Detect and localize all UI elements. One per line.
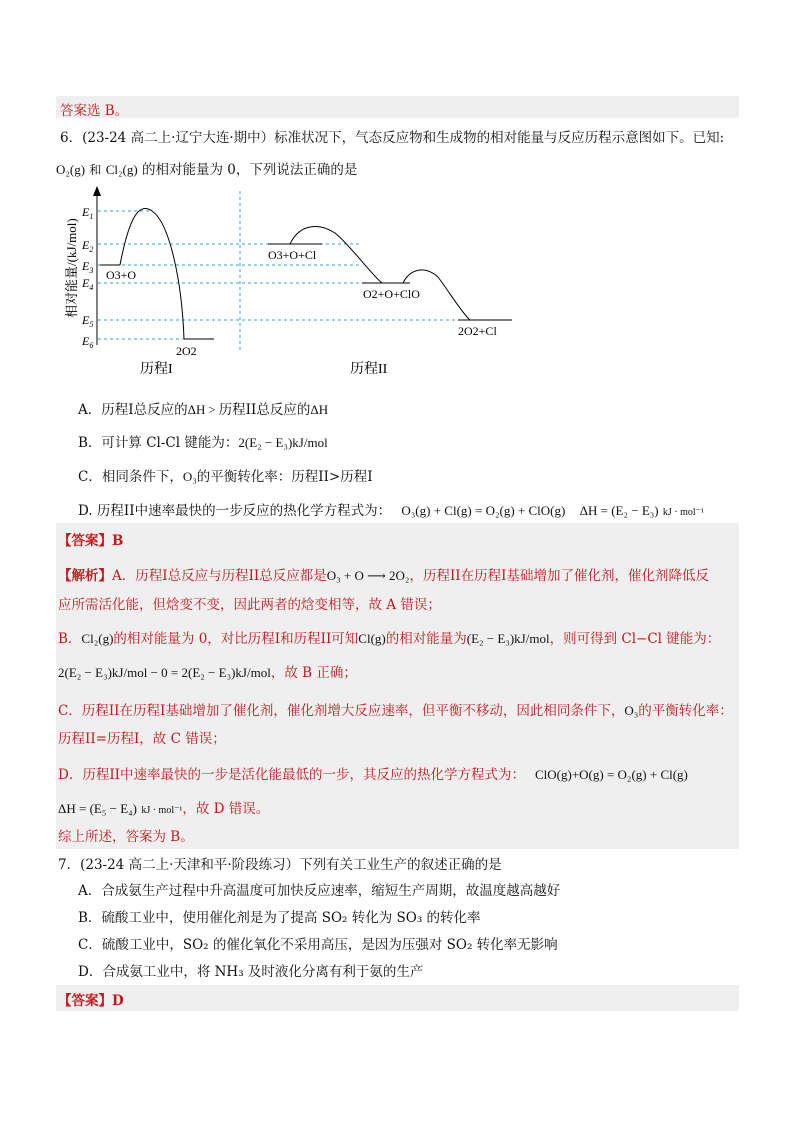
prev-answer: 答案选 B。 <box>60 103 129 119</box>
option-c-tail: 的平衡转化率：历程II>历程I <box>196 469 373 485</box>
analysis-label: 【解析】 <box>58 568 112 584</box>
analysis-c-line2: 历程II=历程I，故 C 错误； <box>58 731 226 747</box>
analysis-b-cl2: Cl₂(g) <box>81 631 114 646</box>
analysis-d-line2 <box>58 797 269 817</box>
option-a-mid: 历程II总反应的 <box>218 402 311 418</box>
level-label-e1: $E_1$ <box>82 205 94 221</box>
q7-stem: 7．(23-24 高二上·天津和平·阶段练习）下列有关工业生产的叙述正确的是 <box>58 857 502 873</box>
level-label-e5: $E_5$ <box>82 313 94 329</box>
path-1-label: 历程I <box>140 362 173 377</box>
q6-stem-line1: 6．(23-24 高二上·辽宁大连·期中）标准状况下，气态反应物和生成物的相对能量与反应历程示意图如下。已知: <box>60 130 725 146</box>
analysis-c-tail: 的平衡转化率： <box>638 703 733 719</box>
analysis-d-unit: kJ · mol⁻¹ <box>141 805 183 816</box>
analysis-a-line1 <box>58 564 709 584</box>
analysis-a-line2: 应所需活化能，但焓变不变，因此两者的焓变相等，故 A 错误； <box>58 597 441 613</box>
analysis-b-tail: ，则可得到 Cl−Cl 键能为： <box>549 631 721 647</box>
analysis-b-mid: 的相对能量为 0，对比历程I和历程II可知 <box>113 631 359 647</box>
q7-option-d: D．合成氨工业中，将 NH₃ 及时液化分离有利于氨的生产 <box>78 964 424 980</box>
analysis-summary: 综上所述，答案为 B。 <box>58 829 194 845</box>
prev-answer-block <box>56 96 739 118</box>
analysis-d-equation: ClO(g)+O(g) = O₂(g) + Cl(g) <box>535 767 688 782</box>
analysis-c-o3: O₃ <box>624 703 639 718</box>
q7-option-b: B．硫酸工业中，使用催化剂是为了提高 SO₂ 转化为 SO₃ 的转化率 <box>78 910 481 926</box>
species-o3-o-cl: O3+O+Cl <box>268 248 317 262</box>
q6-option-b <box>78 431 328 451</box>
analysis-b-value: (E₂ − E₃)kJ/mol <box>466 631 550 646</box>
analysis-b-line1 <box>58 627 720 647</box>
q6-option-a <box>78 398 328 418</box>
analysis-b-pre: B． <box>58 631 82 647</box>
q7-option-a: A．合成氨生产过程中升高温度可加快反应速率，缩短生产周期，故温度越高越好 <box>78 883 561 899</box>
species-o3-o: O3+O <box>106 268 137 282</box>
analysis-d-line1 <box>58 763 688 783</box>
option-a-dh1: ΔH <box>187 402 206 417</box>
path-2-label: 历程II <box>350 362 388 377</box>
species-2o2: 2O2 <box>176 344 197 358</box>
q7-answer-block <box>56 985 739 1011</box>
analysis-b-cl: Cl(g) <box>358 631 386 646</box>
analysis-b-line2 <box>58 661 357 681</box>
level-label-e4: $E_4$ <box>82 276 94 292</box>
level-label-e6: $E_6$ <box>82 334 94 350</box>
option-c-o3: O₃ <box>182 469 197 484</box>
analysis-c-line1 <box>58 699 733 719</box>
option-d-unit: kJ · mol⁻¹ <box>662 507 704 518</box>
q6-answer: 【答案】B <box>58 533 124 549</box>
option-d-text: D. 历程II中速率最快的一步反应的热化学方程式为： <box>78 503 392 519</box>
analysis-b-mid2: 的相对能量为 <box>385 631 467 647</box>
q6-option-d <box>78 499 704 519</box>
energy-diagram <box>0 183 794 383</box>
analysis-c-pre: C．历程II在历程I基础增加了催化剂，催化剂增大反应速率，但平衡不移动，因此相同条件下， <box>58 703 625 719</box>
species-o2-o-clo: O2+O+ClO <box>363 287 420 301</box>
level-label-e3: $E_3$ <box>82 259 94 275</box>
option-b-formula: 2(E₂ − E₃)kJ/mol <box>238 435 328 450</box>
q6-stem-line2 <box>56 158 357 178</box>
analysis-d-dh: ΔH = (E₅ − E₄) <box>58 801 138 816</box>
q7-answer: 【答案】D <box>58 993 124 1009</box>
and-text: 和 <box>89 163 102 177</box>
analysis-b-tail2: ，故 B 正确； <box>270 665 357 681</box>
option-a-dh2: ΔH <box>310 402 329 417</box>
analysis-a-equation: O₃ + O ⟶ 2O₂ <box>326 568 410 583</box>
y-axis-label: 相对能量/(kJ/mol) <box>64 218 79 318</box>
q7-option-c: C．硫酸工业中，SO₂ 的催化氧化不采用高压，是因为压强对 SO₂ 转化率无影响 <box>78 937 558 953</box>
option-c-text: C．相同条件下， <box>78 469 183 485</box>
option-a-text: A．历程I总反应的 <box>78 402 188 418</box>
option-d-equation: O₃(g) + Cl(g) = O₂(g) + ClO(g) <box>401 503 566 518</box>
q6-option-c <box>78 465 373 485</box>
analysis-a-tail: ，历程II在历程I基础增加了催化剂，催化剂降低反 <box>409 568 709 584</box>
analysis-a-pre: A．历程I总反应与历程II总反应都是 <box>112 568 327 584</box>
species-2o2-cl: 2O2+Cl <box>458 324 497 338</box>
option-a-gt: > <box>208 402 216 417</box>
option-d-dh: ΔH = (E₂ − E₃) <box>579 503 659 518</box>
analysis-d-tail: ，故 D 错误。 <box>182 801 270 817</box>
option-b-text: B．可计算 Cl-Cl 键能为： <box>78 435 239 451</box>
level-label-e2: $E_2$ <box>82 238 94 254</box>
analysis-b-formula: 2(E₂ − E₃)kJ/mol − 0 = 2(E₂ − E₃)kJ/mol <box>58 665 271 680</box>
o2-formula: O₂(g) <box>56 162 86 177</box>
stem-tail: 的相对能量为 0，下列说法正确的是 <box>141 162 358 178</box>
cl2-formula: Cl₂(g) <box>105 162 138 177</box>
analysis-d-pre: D．历程II中速率最快的一步是活化能最低的一步，其反应的热化学方程式为： <box>58 767 525 783</box>
